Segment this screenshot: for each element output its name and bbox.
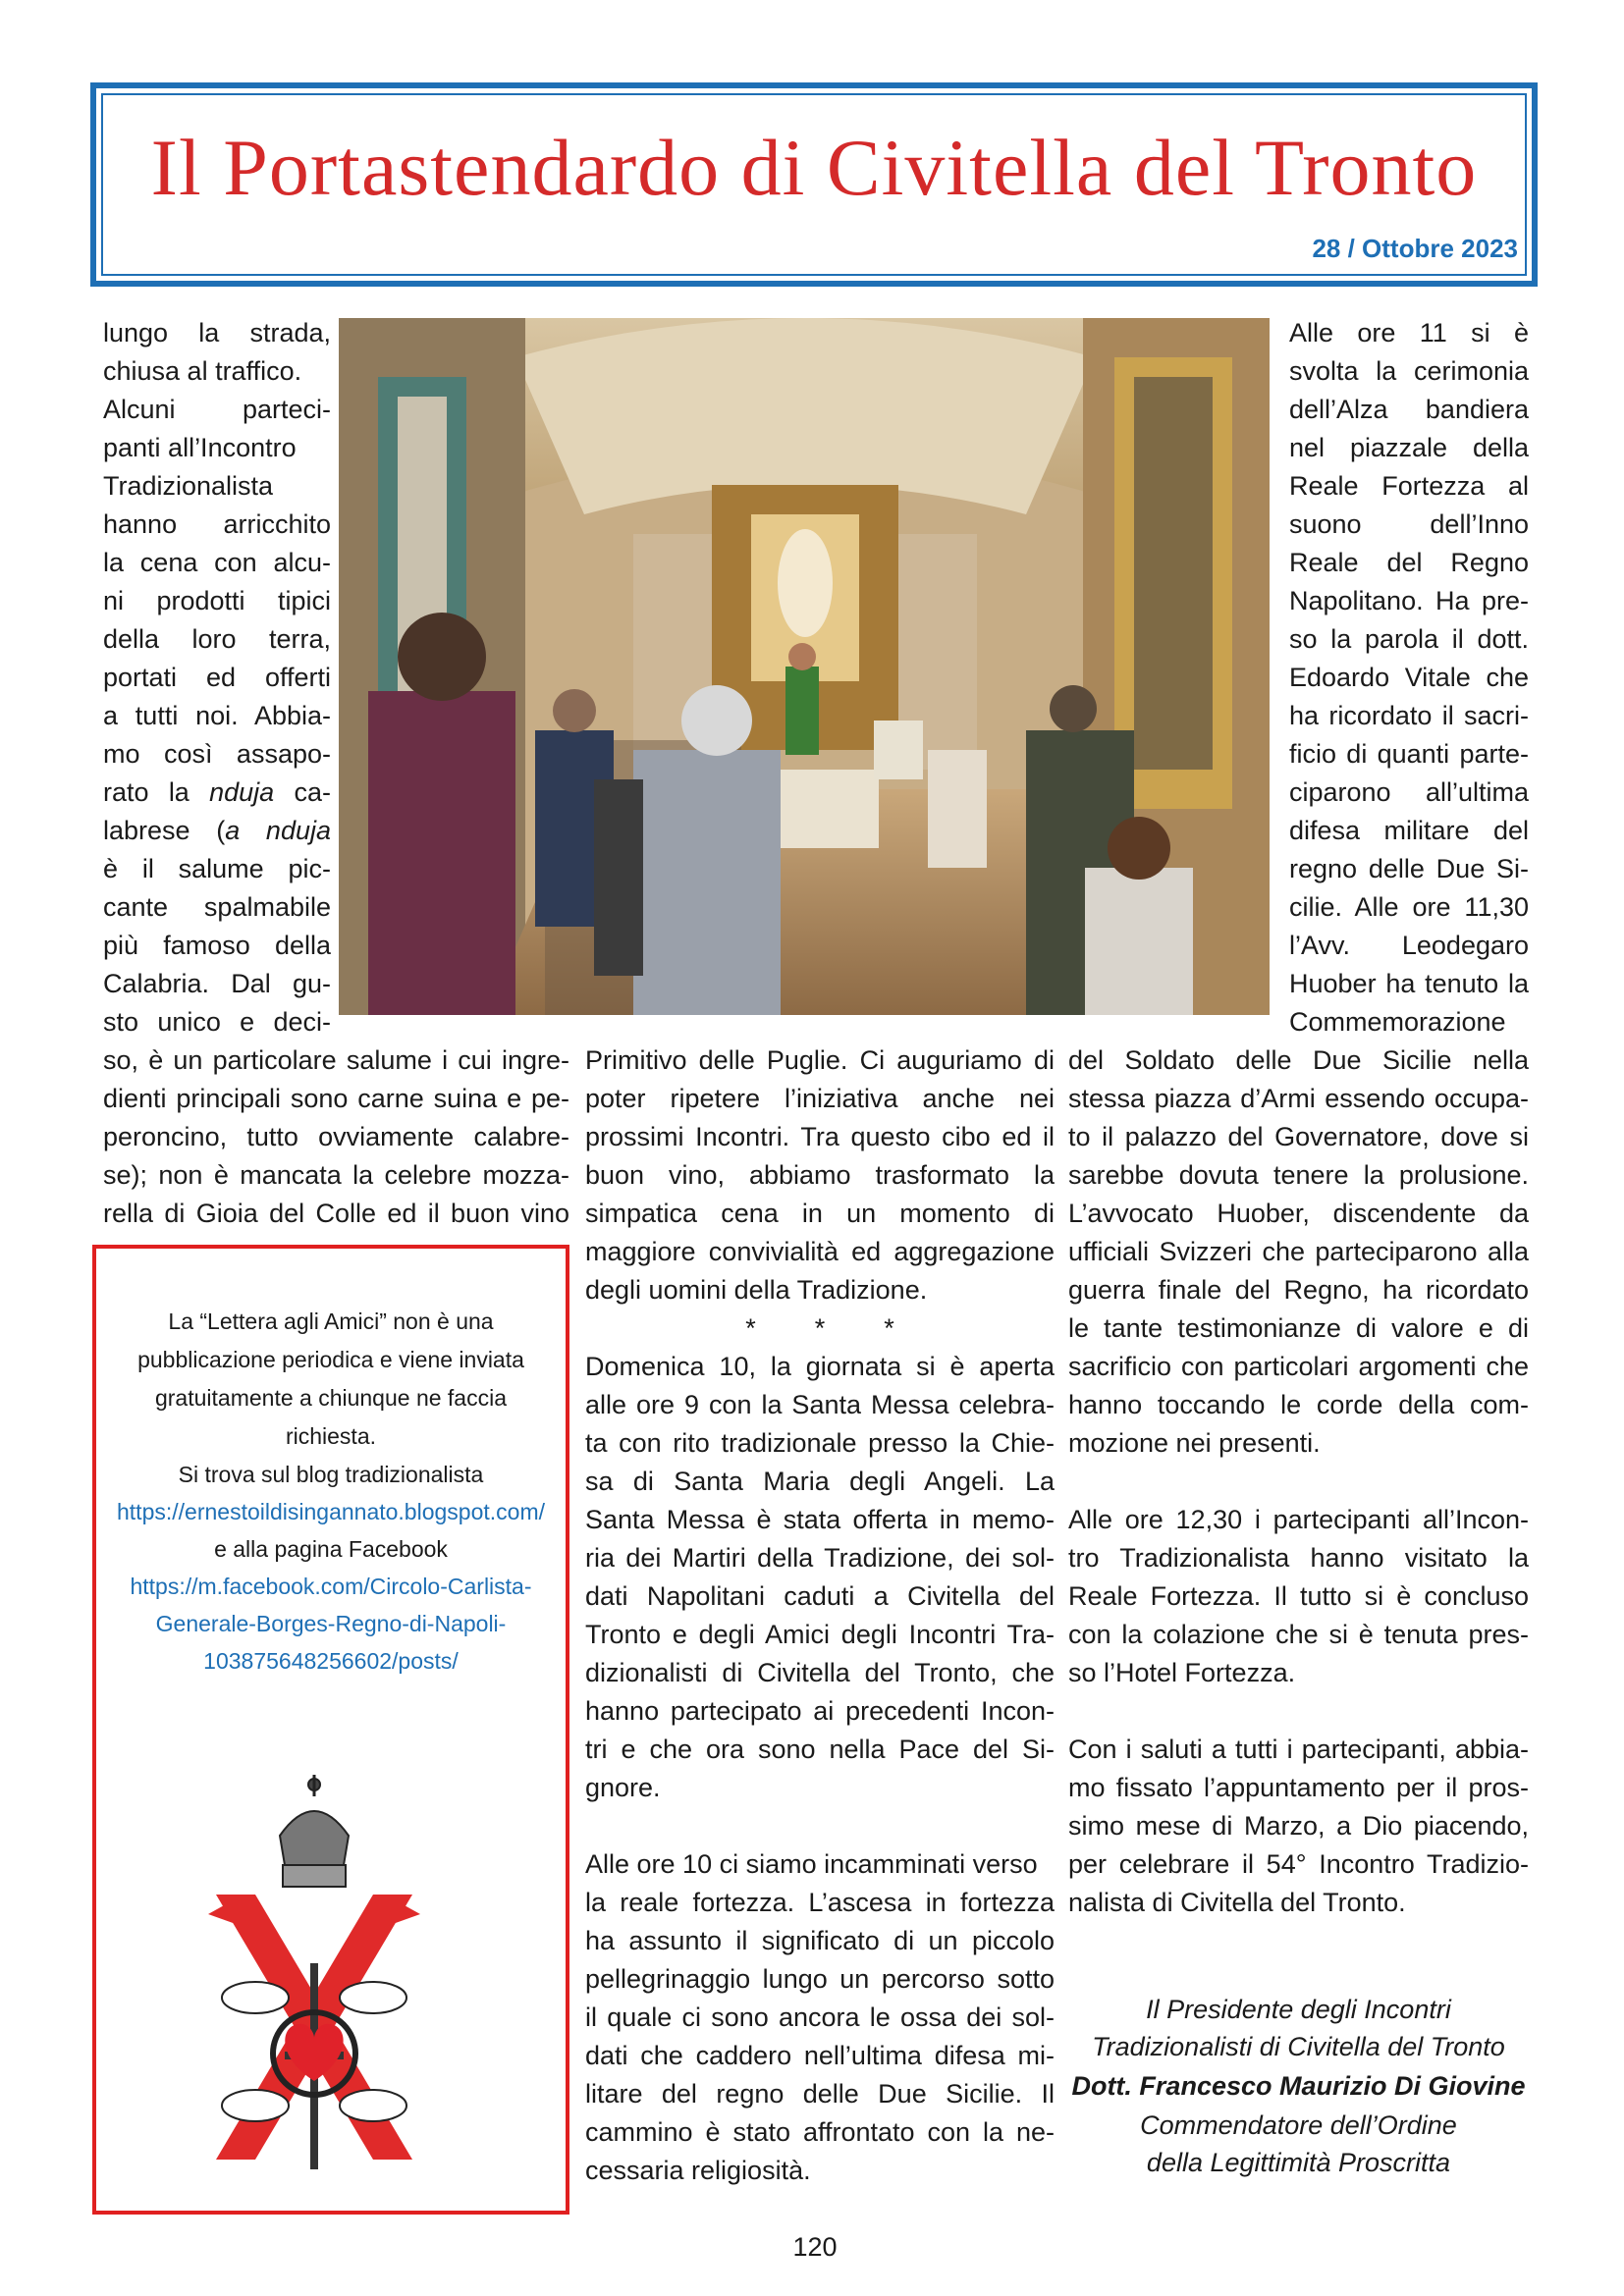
text-line: so la parola il dott.: [1289, 624, 1529, 654]
text-line: mo fissato l’appuntamento per il pros-: [1068, 1773, 1529, 1802]
text-line: simpatica cena in un momento di: [585, 1199, 1055, 1228]
page-title: Il Portastendardo di Civitella del Tronto: [150, 123, 1478, 212]
text-line: Huober ha tenuto la: [1289, 969, 1529, 998]
text-line: chiusa al traffico.: [103, 356, 302, 386]
text-line: lungo la strada,: [103, 318, 331, 347]
info-text: Si trova sul blog tradizionalista: [178, 1462, 484, 1487]
text-line: sto unico e deci-: [103, 1007, 331, 1037]
text-line: svolta la cerimonia: [1289, 356, 1529, 386]
signature-role: Commendatore dell’Ordine: [1140, 2110, 1457, 2140]
text-line: Con i saluti a tutti i partecipanti, abbia-: [1068, 1735, 1529, 1764]
text-line: peroncino, tutto ovviamente calabre-: [103, 1122, 569, 1151]
text-line: le tante testimonianze di valore e di: [1068, 1313, 1529, 1343]
text-line: l’Avv. Leodegaro: [1289, 931, 1529, 960]
text-line: sa di Santa Maria degli Angeli. La: [585, 1467, 1055, 1496]
text-line: tri e che ora sono nella Pace del Si-: [585, 1735, 1055, 1764]
blank-line: [585, 1807, 1055, 1845]
text-line: pellegrinaggio lungo un percorso sotto: [585, 1964, 1055, 1994]
text-line: per celebrare il 54° Incontro Tradizio-: [1068, 1849, 1529, 1879]
blank-line: [1068, 1463, 1529, 1501]
text-line: panti all’Incontro: [103, 433, 297, 462]
text-line: hanno toccando le corde della com-: [1068, 1390, 1529, 1419]
text-line: la reale fortezza. L’ascesa in fortezza: [585, 1888, 1055, 1917]
text-line: hanno arricchito: [103, 509, 331, 539]
text-line: tro Tradizionalista hanno visitato la: [1068, 1543, 1529, 1573]
text-line: buon vino, abbiamo trasformato la: [585, 1160, 1055, 1190]
text-line: ha ricordato il sacri-: [1289, 701, 1529, 730]
info-text: pubblicazione periodica e viene inviata: [137, 1347, 524, 1372]
text-line: suono dell’Inno: [1289, 509, 1529, 539]
info-text: La “Lettera agli Amici” non è una: [168, 1308, 494, 1334]
text-line: L’avvocato Huober, discendente da: [1068, 1199, 1529, 1228]
text-line: dizionalisti di Civitella del Tronto, che: [585, 1658, 1055, 1687]
text-line: Reale Fortezza al: [1289, 471, 1529, 501]
text-line: guerra finale del Regno, ha ricordato: [1068, 1275, 1529, 1305]
text-line: Primitivo delle Puglie. Ci auguriamo di: [585, 1045, 1055, 1075]
text-line: con la colazione che si è tenuta pres-: [1068, 1620, 1529, 1649]
text-line: alle ore 9 con la Santa Messa celebra-: [585, 1390, 1055, 1419]
signature-title: Tradizionalisti di Civitella del Tronto: [1092, 2032, 1505, 2061]
text-line: Tronto e degli Amici degli Incontri Tra-: [585, 1620, 1055, 1649]
left-column-full: [103, 1041, 569, 1233]
text-line: to il palazzo del Governatore, dove si: [1068, 1122, 1529, 1151]
text-line: portati ed offerti: [103, 663, 331, 692]
text-line: nel piazzale della: [1289, 433, 1529, 462]
text-line: Alle ore 11 si è: [1289, 318, 1529, 347]
text-line: prossimi Incontri. Tra questo cibo ed il: [585, 1122, 1055, 1151]
text-line: Alle ore 10 ci siamo incamminati verso: [585, 1849, 1038, 1879]
text-line: ta con rito tradizionale presso la Chie-: [585, 1428, 1055, 1458]
signature-title: Il Presidente degli Incontri: [1146, 1995, 1451, 2024]
text-line: cessaria religiosità.: [585, 2156, 811, 2185]
text-line: difesa militare del: [1289, 816, 1529, 845]
facebook-link[interactable]: Generale-Borges-Regno-di-Napoli-: [155, 1611, 507, 1636]
text-line: ficio di quanti parte-: [1289, 739, 1529, 769]
text-line: ciparono all’ultima: [1289, 777, 1529, 807]
text-line: cante spalmabile: [103, 892, 331, 922]
text-line: hanno partecipato ai precedenti Incon-: [585, 1696, 1055, 1726]
text-line: poter ripetere l’iniziativa anche nei: [585, 1084, 1055, 1113]
signature-role: della Legittimità Proscritta: [1146, 2148, 1451, 2177]
church-photo: [339, 318, 1270, 1015]
signature-block: [1068, 1991, 1529, 2181]
text-line: Reale del Regno: [1289, 548, 1529, 577]
text-line: Edoardo Vitale che: [1289, 663, 1529, 692]
text-line: cammino è stato affrontato con la ne-: [585, 2117, 1055, 2147]
issue-date: 28 / Ottobre 2023: [1312, 234, 1518, 263]
text-line: Calabria. Dal gu-: [103, 969, 331, 998]
text-line: Domenica 10, la giornata si è aperta: [585, 1352, 1055, 1381]
left-column-wrap: [103, 314, 331, 1041]
text-line: degli uomini della Tradizione.: [585, 1275, 928, 1305]
text-line: più famoso della: [103, 931, 331, 960]
middle-column: [585, 1041, 1055, 2190]
text-line: ha assunto il significato di un piccolo: [585, 1926, 1055, 1955]
text-line: la cena con alcu-: [103, 548, 331, 577]
text-line: maggiore convivialità ed aggregazione: [585, 1237, 1055, 1266]
page-number: 120: [792, 2232, 838, 2262]
text-line: Alle ore 12,30 i partecipanti all’Incon-: [1068, 1505, 1529, 1534]
text-line: Reale Fortezza. Il tutto si è concluso: [1068, 1581, 1529, 1611]
text-line: è il salume pic-: [103, 854, 331, 883]
text-line: so l’Hotel Fortezza.: [1068, 1658, 1296, 1687]
text-line: cilie. Alle ore 11,30: [1289, 892, 1529, 922]
blog-link[interactable]: https://ernestoildisingannato.blogspot.com/: [117, 1499, 545, 1524]
right-column-wrap: [1289, 314, 1529, 1041]
text-line: dati Napolitani caduti a Civitella del: [585, 1581, 1055, 1611]
text-line: Napolitano. Ha pre-: [1289, 586, 1529, 615]
signature-name: Dott. Francesco Maurizio Di Giovine: [1071, 2071, 1526, 2101]
facebook-link[interactable]: 103875648256602/posts/: [203, 1648, 459, 1674]
info-text: e alla pagina Facebook: [214, 1536, 448, 1562]
text-line: Tradizionalista: [103, 471, 274, 501]
info-text: richiesta.: [285, 1423, 377, 1449]
text-line: ufficiali Svizzeri che parteciparono alla: [1068, 1237, 1529, 1266]
text-line: labrese (a nduja: [103, 816, 331, 845]
text-line: se); non è mancata la celebre mozza-: [103, 1160, 569, 1190]
crown-cross-emblem-icon: [187, 1767, 442, 2179]
text-line: litare del regno delle Due Sicilie. Il: [585, 2079, 1055, 2109]
text-line: Commemorazione: [1289, 1007, 1506, 1037]
info-text: gratuitamente a chiunque ne faccia: [154, 1385, 508, 1411]
text-line: regno delle Due Si-: [1289, 854, 1529, 883]
text-line: Santa Messa è stata offerta in memo-: [585, 1505, 1055, 1534]
text-line: dati che caddero nell’ultima difesa mi-: [585, 2041, 1055, 2070]
text-line: sacrificio con particolari argomenti che: [1068, 1352, 1529, 1381]
text-line: ria dei Martiri della Tradizione, dei sol-: [585, 1543, 1055, 1573]
right-column-full: [1068, 1041, 1529, 1922]
text-line: nalista di Civitella del Tronto.: [1068, 1888, 1406, 1917]
text-line: dell’Alza bandiera: [1289, 395, 1529, 424]
text-line: mozione nei presenti.: [1068, 1428, 1321, 1458]
text-line: rella di Gioia del Colle ed il buon vino: [103, 1199, 569, 1228]
text-line: a tutti noi. Abbia-: [103, 701, 331, 730]
text-line: dienti principali sono carne suina e pe-: [103, 1084, 569, 1113]
text-line: sarebbe dovuta tenere la prolusione.: [1068, 1160, 1529, 1190]
section-separator: * * *: [745, 1313, 894, 1343]
text-line: del Soldato delle Due Sicilie nella: [1068, 1045, 1529, 1075]
text-line: gnore.: [585, 1773, 661, 1802]
facebook-link[interactable]: https://m.facebook.com/Circolo-Carlista-: [130, 1574, 532, 1599]
text-line: ni prodotti tipici: [103, 586, 331, 615]
text-line: Alcuni parteci-: [103, 395, 331, 424]
text-line: rato la nduja ca-: [103, 777, 331, 807]
text-line: della loro terra,: [103, 624, 331, 654]
text-line: il quale ci sono ancora le ossa dei sol-: [585, 2002, 1055, 2032]
text-line: stessa piazza d’Armi essendo occupa-: [1068, 1084, 1529, 1113]
blank-line: [1068, 1692, 1529, 1731]
text-line: simo mese di Marzo, a Dio piacendo,: [1068, 1811, 1529, 1841]
text-line: mo così assapo-: [103, 739, 331, 769]
text-line: so, è un particolare salume i cui ingre-: [103, 1045, 569, 1075]
